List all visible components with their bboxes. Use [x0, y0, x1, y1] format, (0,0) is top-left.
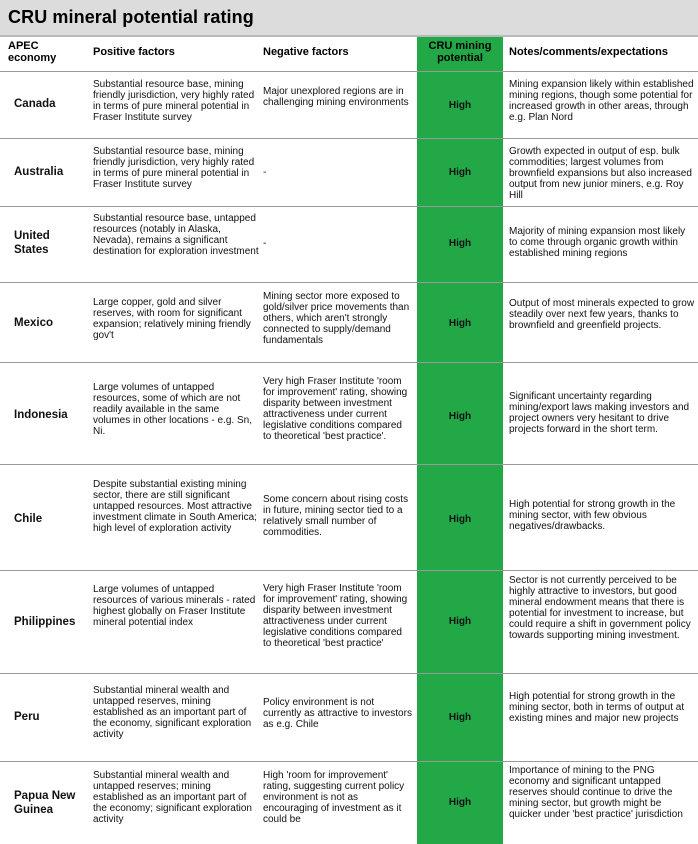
economy-name: Papua New Guinea — [14, 790, 76, 816]
row-divider — [0, 761, 698, 762]
row-divider — [0, 206, 698, 207]
rating-value: High — [448, 797, 472, 808]
negative-factors: High 'room for improvement' rating, suggesting current policy environment is not as encouraging of investment as it could be — [263, 770, 405, 825]
rating-value: High — [448, 514, 472, 525]
economy-name: Peru — [14, 711, 40, 723]
positive-factors: Substantial mineral wealth and untapped reserves; mining established as an important part of the economy; significant exploration activity — [93, 770, 252, 825]
negative-factors: Very high Fraser Institute 'room for improvement' rating, showing disparity between investment attractiveness under current legislative conditions compared to theoretical 'best practice'. — [263, 376, 408, 442]
row-divider — [0, 282, 698, 283]
rating-value: High — [448, 167, 472, 178]
notes: Output of most minerals expected to grow steadily over next few years, thanks to brownfield and greenfield projects. — [509, 298, 695, 331]
negative-factors: Mining sector more exposed to gold/silver price movements than others, which aren't strongly connected to supply/demand fundamentals — [263, 291, 410, 346]
economy-name: Australia — [14, 166, 64, 178]
negative-factors: Major unexplored regions are in challenging mining environments — [263, 86, 409, 108]
page-title: CRU mineral potential rating — [8, 7, 254, 27]
positive-factors: Large copper, gold and silver reserves, with room for significant expansion; relatively mining friendly gov't — [93, 297, 251, 341]
notes: High potential for strong growth in the mining sector, both in terms of output at existing mines and major new projects — [509, 691, 685, 724]
notes: Importance of mining to the PNG economy and significant untapped reserves should continue to drive the mining sector, but growth might be quicker under 'best practice' jurisdiction — [509, 765, 683, 820]
row-divider — [0, 673, 698, 674]
notes: Sector is not currently perceived to be highly attractive to investors, but good mineral endowment means that there is potential for investment to increase, but could require a shift in government policy towards supporting mining investment. — [509, 575, 691, 641]
positive-factors: Large volumes of untapped resources of various minerals - rated highest globally on Fraser Institute mineral potential index — [93, 584, 256, 628]
row-divider — [0, 138, 698, 139]
rating-value: High — [448, 318, 472, 329]
header-rating: CRU mining potential — [428, 40, 492, 64]
positive-factors: Substantial resource base, untapped resources (notably in Alaska, Nevada), remains a significant destination for exploration investment — [93, 213, 259, 257]
notes: Significant uncertainty regarding mining/export laws making investors and project owners very hesitant to drive projects forward in the short term. — [509, 391, 690, 435]
header-notes: Notes/comments/expectations — [509, 46, 668, 58]
economy-name: Indonesia — [14, 409, 68, 421]
negative-factors: Some concern about rising costs in future, mining sector tied to a relatively small number of commodities. — [263, 494, 409, 538]
economy-name: Chile — [14, 513, 43, 525]
positive-factors: Substantial resource base, mining friendly jurisdiction, very highly rated in terms of pure mineral potential in Fraser Institute survey — [93, 146, 255, 190]
negative-factors: Very high Fraser Institute 'room for improvement' rating, showing disparity between investment attractiveness under current legislative conditions compared to theoretical 'best practice' — [263, 583, 408, 649]
row-divider — [0, 71, 698, 72]
positive-factors: Substantial resource base, mining friendly jurisdiction, very highly rated in terms of pure mineral potential in Fraser Institute survey — [93, 79, 255, 123]
rating-value: High — [448, 238, 472, 249]
header-economy: APEC economy — [8, 40, 57, 64]
positive-factors: Despite substantial existing mining sector, there are still significant untapped resources. Most attractive investment climate in South America; high level of exploration activity — [93, 479, 257, 534]
positive-factors: Substantial mineral wealth and untapped reserves, mining established as an important part of the economy, significant exploration activity — [93, 685, 252, 740]
rating-value: High — [448, 616, 472, 627]
positive-factors: Large volumes of untapped resources, some of which are not readily available in the same volumes in other locations - e.g. Sn, Ni. — [93, 382, 252, 437]
economy-name: Philippines — [14, 616, 76, 628]
notes: Majority of mining expansion most likely to come through organic growth within established mining regions — [509, 226, 686, 259]
header-positive: Positive factors — [93, 46, 175, 58]
negative-factors: - — [263, 238, 267, 249]
negative-factors: - — [263, 167, 267, 178]
row-divider — [0, 464, 698, 465]
title-divider — [0, 35, 698, 37]
negative-factors: Policy environment is not currently as attractive to investors as e.g. Chile — [263, 697, 412, 730]
rating-value: High — [448, 100, 472, 111]
header-negative: Negative factors — [263, 46, 349, 58]
economy-name: United States — [14, 230, 50, 256]
economy-name: Mexico — [14, 317, 53, 329]
economy-name: Canada — [14, 98, 56, 110]
row-divider — [0, 570, 698, 571]
rating-value: High — [448, 712, 472, 723]
notes: Mining expansion likely within established mining regions, though some potential for increased growth in other areas, through e.g. Plan Nord — [509, 79, 694, 123]
rating-value: High — [448, 411, 472, 422]
row-divider — [0, 362, 698, 363]
notes: Growth expected in output of esp. bulk commodities; largest volumes from brownfield expansions but also increased output from new junior miners, e.g. Roy Hill — [509, 146, 692, 201]
notes: High potential for strong growth in the mining sector, with few obvious negatives/drawbacks. — [509, 499, 676, 532]
